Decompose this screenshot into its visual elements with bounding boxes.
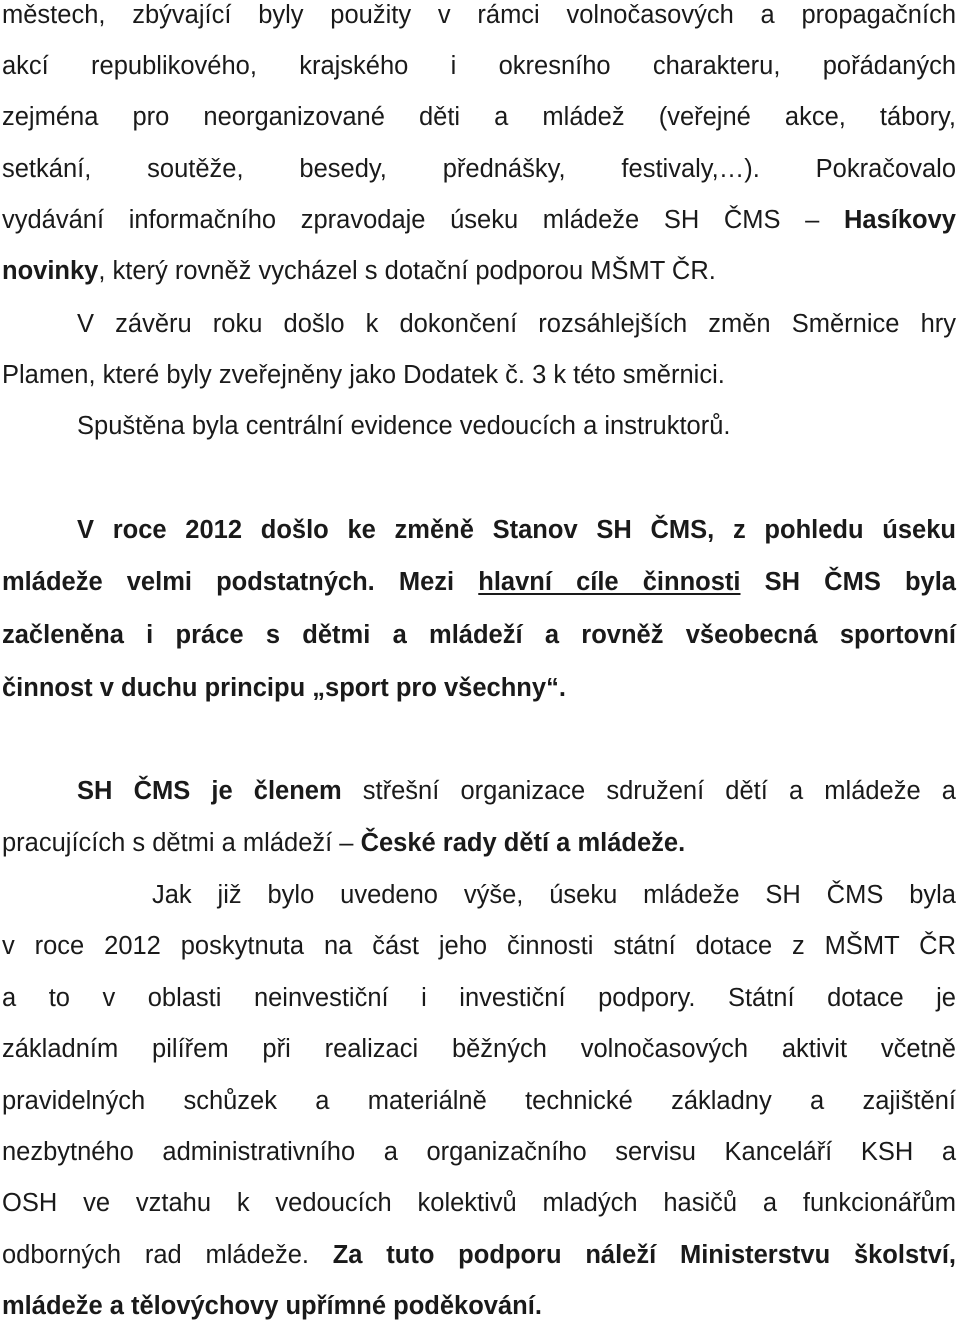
p1-line-5-text: vydávání informačního zpravodaje úseku mládeže SH ČMS – xyxy=(2,206,820,234)
p5-line-6: nezbytného administrativního a organizačního servisu Kanceláří KSH a xyxy=(2,1138,956,1166)
p4-line-1-text: střešní organizace sdružení dětí a mládeže a xyxy=(341,777,956,805)
p4-line-1 xyxy=(77,776,956,806)
p1-line-6-text: , který rovněž vycházel s dotační podporou MŠMT ČR. xyxy=(98,257,716,285)
p5-line-8-text: odborných rad mládeže. xyxy=(2,1241,333,1269)
p3-line-2 xyxy=(2,567,956,597)
newsletter-title-part1: Hasíkovy xyxy=(844,206,956,234)
p2-line-1: V závěru roku došlo k dokončení rozsáhlejších změn Směrnice hry xyxy=(77,310,956,338)
p2-line-3: Spuštěna byla centrální evidence vedoucích a instruktorů. xyxy=(77,412,731,440)
p3-line-3: začleněna i práce s dětmi a mládeží a rovněž všeobecná sportovní xyxy=(2,621,956,649)
p5-line-3: a to v oblasti neinvestiční i investiční podpory. Státní dotace je xyxy=(2,984,956,1012)
p3-line-2-end: SH ČMS byla xyxy=(740,568,956,596)
p3-line-4: činnost v duchu principu „sport pro všechny“. xyxy=(2,674,566,702)
main-goals-underlined: hlavní cíle činnosti xyxy=(478,568,741,596)
newsletter-title-part2: novinky xyxy=(2,257,99,285)
p1-line-3: zejména pro neorganizované děti a mládež (veřejné akce, tábory, xyxy=(2,103,956,131)
p5-line-4: základním pilířem při realizaci běžných volnočasových aktivit včetně xyxy=(2,1035,956,1063)
council-name: České rady dětí a mládeže. xyxy=(360,829,686,857)
p1-line-1: městech, zbývající byly použity v rámci volnočasových a propagačních xyxy=(2,1,956,29)
p5-line-5: pravidelných schůzek a materiálně technické základny a zajištění xyxy=(2,1087,956,1115)
p5-line-8 xyxy=(2,1240,956,1270)
p1-line-5 xyxy=(2,205,956,235)
p5-line-9: mládeže a tělovýchovy upřímné poděkování. xyxy=(2,1292,542,1320)
p5-line-1: Jak již bylo uvedeno výše, úseku mládeže SH ČMS byla xyxy=(152,881,956,909)
thanks-statement-part1: Za tuto podporu náleží Ministerstvu školství, xyxy=(332,1241,956,1269)
member-statement: SH ČMS je členem xyxy=(77,777,342,805)
p1-line-6 xyxy=(2,256,956,286)
p3-line-2-start: mládeže velmi podstatných. Mezi xyxy=(2,568,479,596)
p5-line-7: OSH ve vztahu k vedoucích kolektivů mladých hasičů a funkcionářům xyxy=(2,1189,956,1217)
p1-line-4: setkání, soutěže, besedy, přednášky, festivaly,…). Pokračovalo xyxy=(2,155,956,183)
p4-line-2 xyxy=(2,828,956,858)
p5-line-2: v roce 2012 poskytnuta na část jeho činnosti státní dotace z MŠMT ČR xyxy=(2,932,956,960)
p2-line-2: Plamen, které byly zveřejněny jako Dodatek č. 3 k této směrnici. xyxy=(2,361,725,389)
p3-line-1: V roce 2012 došlo ke změně Stanov SH ČMS, z pohledu úseku xyxy=(77,516,956,544)
p1-line-2: akcí republikového, krajského i okresního charakteru, pořádaných xyxy=(2,52,956,80)
p4-line-2-text: pracujících s dětmi a mládeží – xyxy=(2,829,361,857)
